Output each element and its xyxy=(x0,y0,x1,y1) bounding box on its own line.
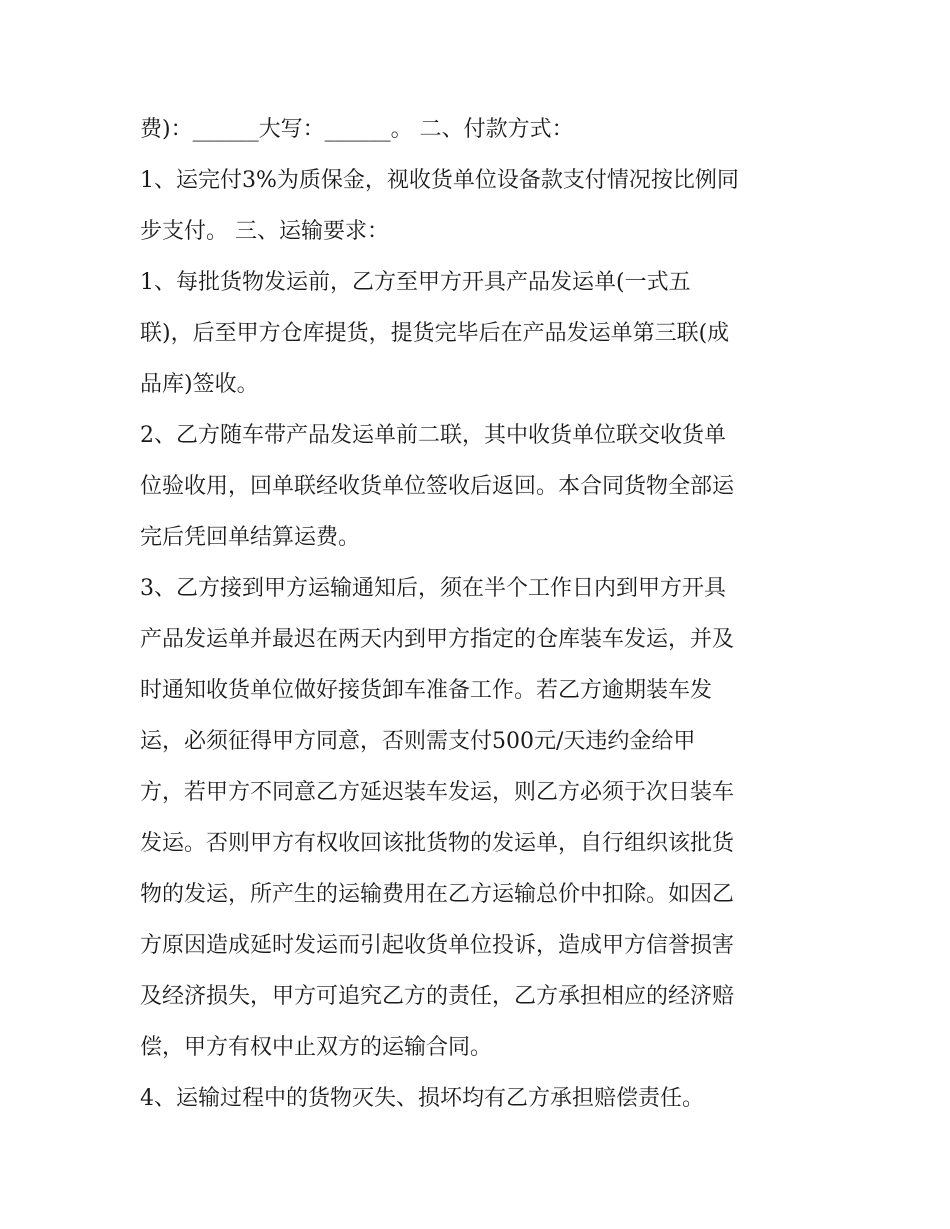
text-line: 4、运输过程中的货物灭失、损坏均有乙方承担赔偿责任。 xyxy=(140,1086,704,1111)
text-line: 偿，甲方有权中止双方的运输合同。 xyxy=(140,1035,493,1060)
text-line: 运，必须征得甲方同意，否则需支付500元/天违约金给甲 xyxy=(140,729,696,754)
text-line: 3、乙方接到甲方运输通知后，须在半个工作日内到甲方开具 xyxy=(140,576,726,601)
text-line: 步支付。 三、运输要求： xyxy=(140,219,389,244)
text-line: 产品发运单并最迟在两天内到甲方指定的仓库装车发运，并及 xyxy=(140,627,735,652)
text-line: 2、乙方随车带产品发运单前二联，其中收货单位联交收货单 xyxy=(140,423,726,448)
text-line: 费)：______大写：______。 二、付款方式： xyxy=(140,117,574,142)
text-line: 时通知收货单位做好接货卸车准备工作。若乙方逾期装车发 xyxy=(140,678,713,703)
text-line: 品库)签收。 xyxy=(140,372,259,397)
text-line: 联)，后至甲方仓库提货，提货完毕后在产品发运单第三联(成 xyxy=(140,321,730,346)
text-line: 完后凭回单结算运费。 xyxy=(140,525,361,550)
text-line: 及经济损失，甲方可追究乙方的责任，乙方承担相应的经济赔 xyxy=(140,984,735,1009)
document-body xyxy=(140,104,820,1124)
text-line: 1、运完付3%为质保金，视收货单位设备款支付情况按比例同 xyxy=(140,168,739,193)
text-line: 位验收用，回单联经收货单位签收后返回。本合同货物全部运 xyxy=(140,474,735,499)
text-line: 1、每批货物发运前，乙方至甲方开具产品发运单(一式五 xyxy=(140,270,691,295)
text-line: 物的发运，所产生的运输费用在乙方运输总价中扣除。如因乙 xyxy=(140,882,735,907)
text-line: 方，若甲方不同意乙方延迟装车发运，则乙方必须于次日装车 xyxy=(140,780,735,805)
text-line: 方原因造成延时发运而引起收货单位投诉，造成甲方信誉损害 xyxy=(140,933,735,958)
text-line: 发运。否则甲方有权收回该批货物的发运单，自行组织该批货 xyxy=(140,831,735,856)
